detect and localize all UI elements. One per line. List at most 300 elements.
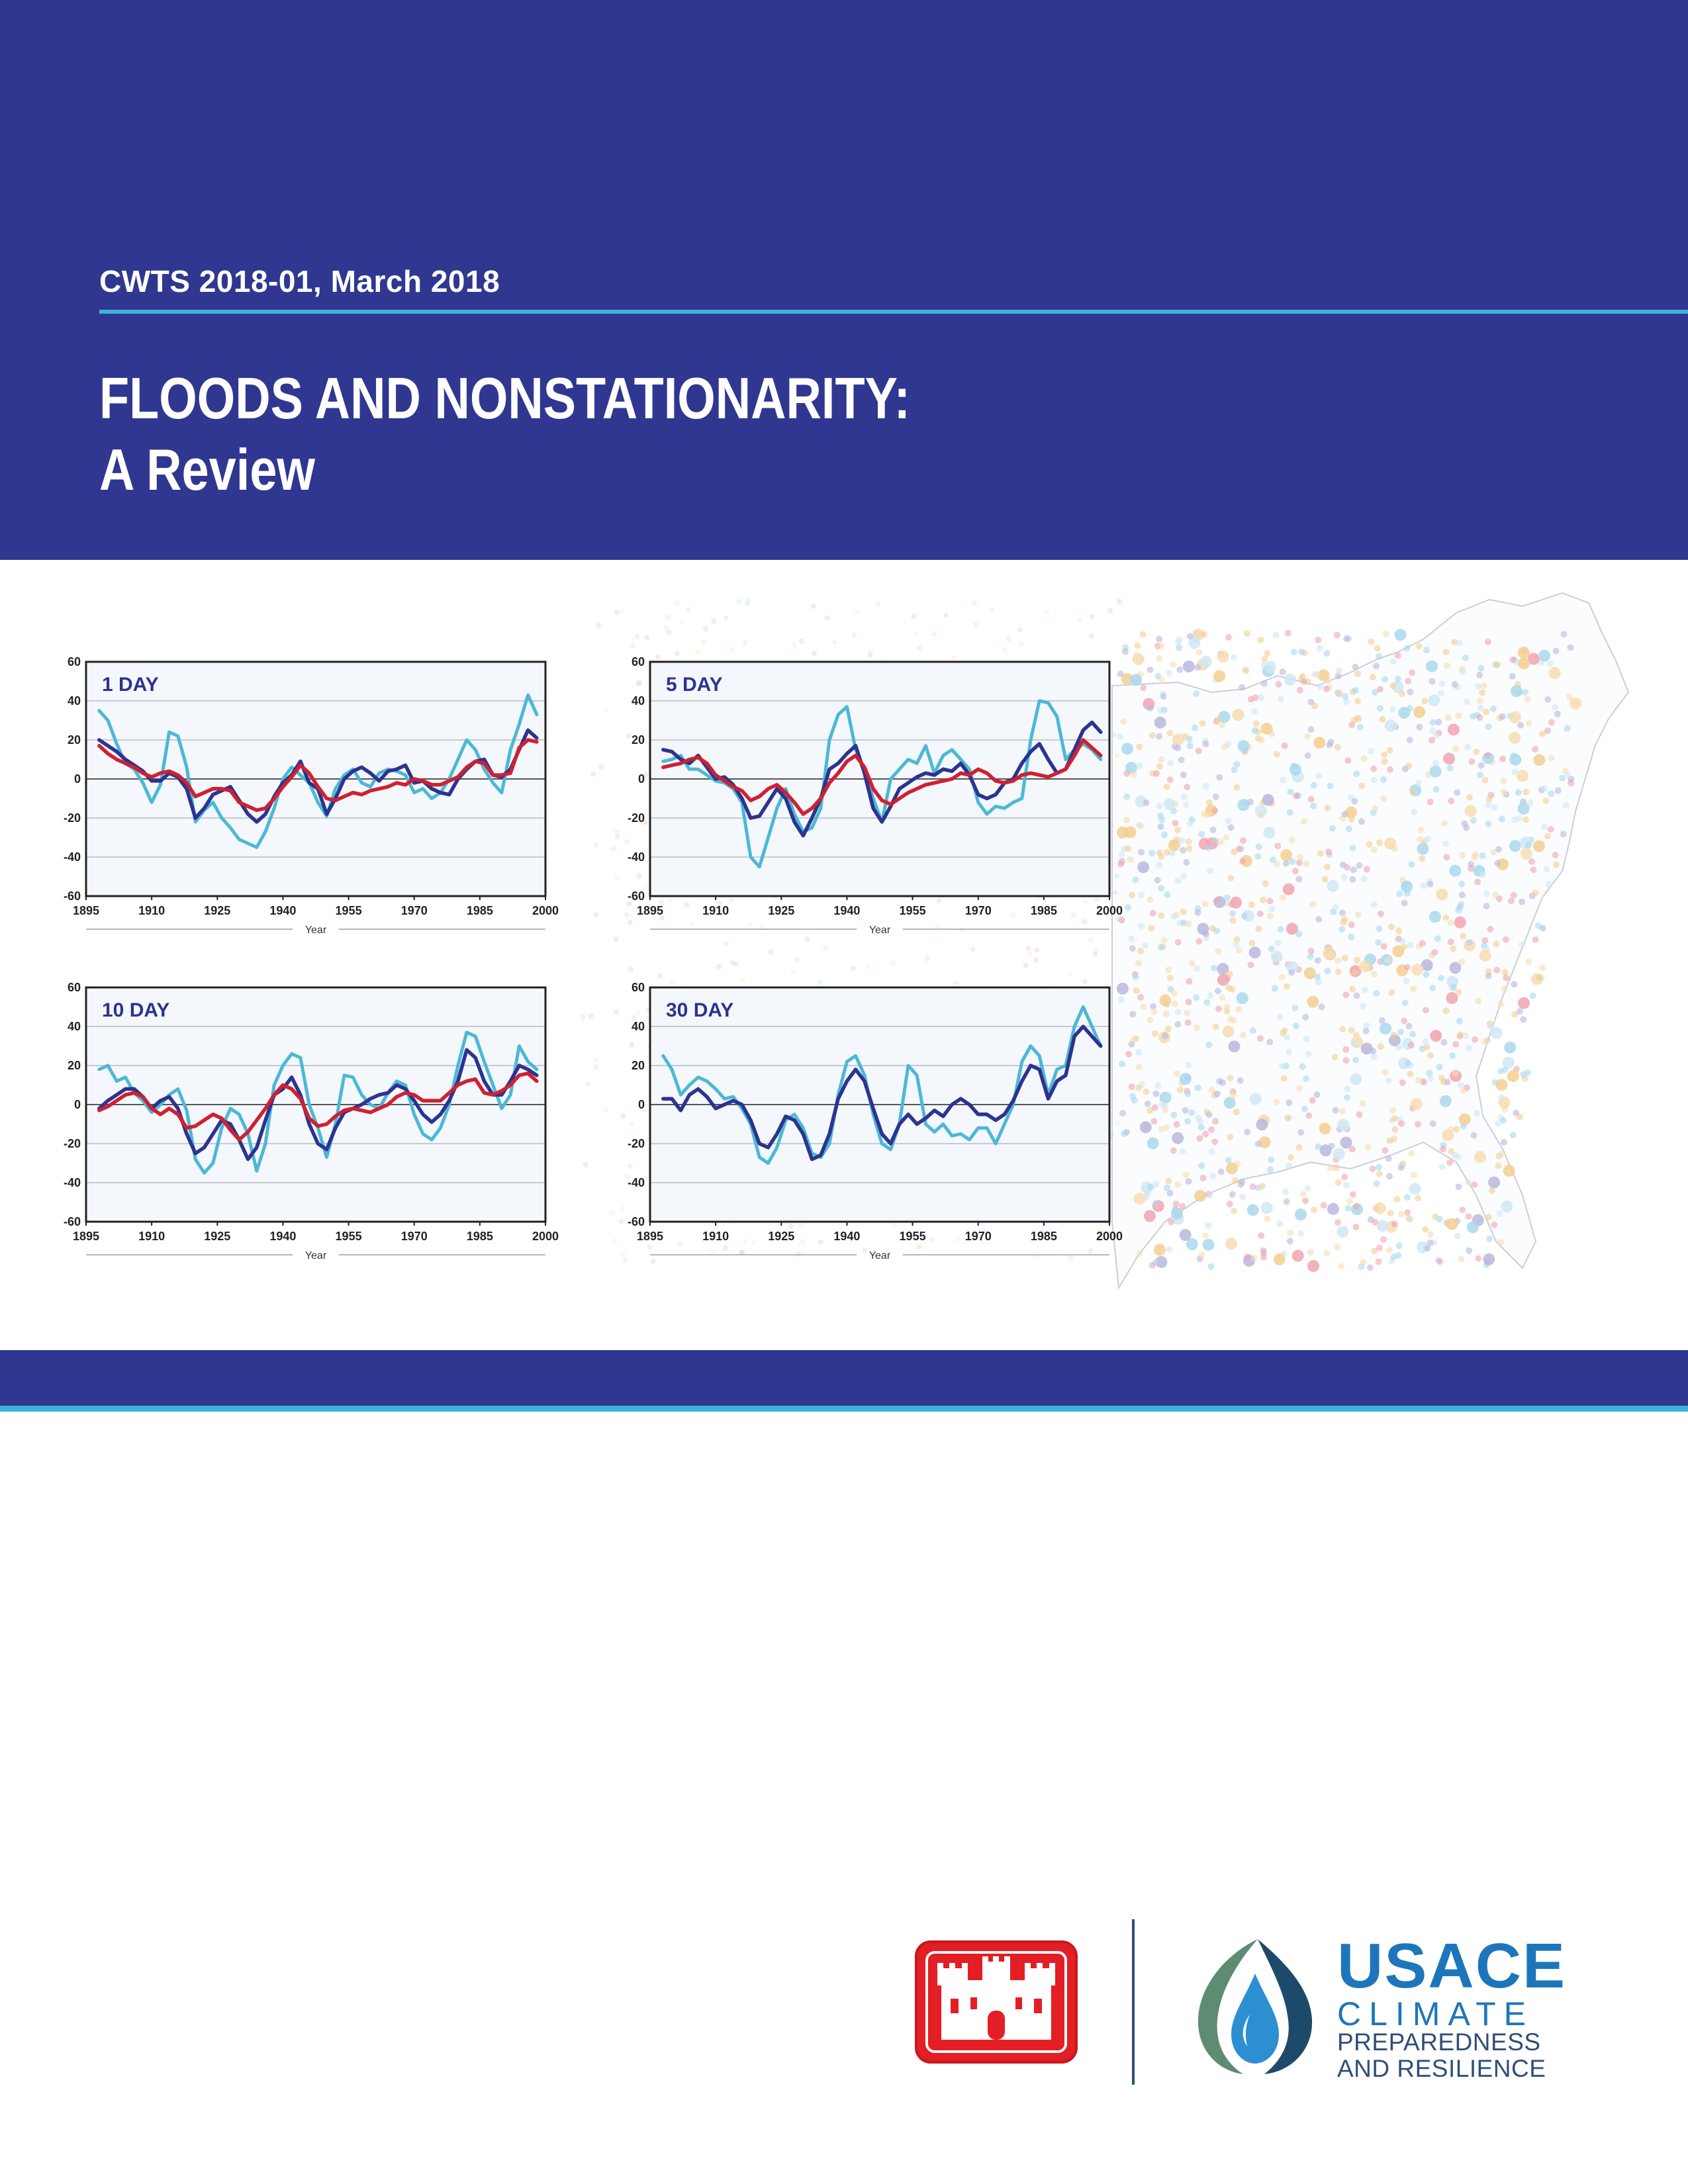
y-tick-label: 60 [67,981,81,994]
station-dot [1301,678,1307,685]
station-dot [1532,746,1538,752]
station-dot [1170,661,1176,668]
station-dot [1436,1216,1443,1222]
station-dot [1427,1052,1434,1059]
station-dot [1453,1126,1460,1133]
footer-band [0,1350,1688,1406]
station-dot [1166,1246,1172,1253]
station-dot [1125,826,1137,838]
station-dot [1501,985,1508,992]
station-dot [1196,748,1202,754]
station-dot [1468,758,1475,765]
station-dot [1300,1191,1307,1197]
usace-castle-icon [914,1939,1079,2065]
station-dot [1261,680,1268,687]
station-dot [1350,1191,1356,1198]
station-dot [1387,766,1393,773]
station-dot [1218,1168,1225,1175]
station-dot [1327,1165,1334,1171]
station-dot [1342,1046,1349,1053]
station-dot [1196,1135,1203,1142]
station-dot [1380,1023,1391,1034]
station-dot [1417,843,1429,855]
station-dot [1276,1014,1283,1021]
station-dot [1152,1105,1158,1111]
station-dot [1398,707,1410,719]
chart-label: 30 DAY [666,999,734,1021]
station-dot [1485,801,1491,808]
station-dot [1430,1120,1436,1127]
station-dot [1234,784,1241,791]
station-dot [1221,744,1228,751]
report-id: CWTS 2018-01, March 2018 [99,264,500,298]
station-dot [1198,1124,1205,1131]
station-dot [1156,636,1162,643]
x-tick-label: 1895 [72,1230,100,1243]
station-dot [1237,992,1248,1004]
station-dot [1323,650,1330,657]
station-dot [1349,876,1356,883]
station-dot [1307,954,1314,960]
station-dot [1442,841,1449,847]
station-dot [1355,715,1362,722]
station-dot-faded [943,612,949,617]
station-dot [1466,1213,1472,1220]
station-dot [1135,1049,1142,1056]
station-dot [1286,1163,1292,1169]
station-dot [1441,820,1448,827]
y-tick-label: -40 [627,1176,645,1189]
station-dot [1342,991,1349,998]
station-dot [1326,742,1333,749]
station-dot [1247,799,1254,805]
station-dot-faded [745,601,750,606]
station-dot [1133,653,1145,665]
station-dot [1234,936,1241,943]
station-dot [1243,668,1249,674]
y-tick-label: 40 [67,1020,81,1033]
station-dot [1147,896,1154,903]
station-dot [1391,1253,1397,1260]
station-dot [1186,845,1193,852]
station-dot [1383,631,1389,637]
station-dot [1449,865,1461,877]
station-dot-faded [594,842,599,848]
station-dot [1281,1075,1288,1082]
station-dot [1158,1126,1165,1132]
station-dot-faded [618,1219,624,1224]
station-dot [1417,827,1424,833]
station-dot [1274,860,1280,867]
station-dot [1183,859,1190,866]
y-tick-label: -60 [63,889,81,903]
station-dot [1170,913,1177,920]
x-tick-label: 1910 [138,1230,165,1243]
station-dot-faded [742,640,747,645]
station-dot [1239,858,1246,864]
station-dot [1507,1070,1519,1082]
station-dot [1309,901,1316,908]
station-dot [1470,1132,1477,1139]
station-dot [1504,1042,1516,1054]
station-dot [1179,1203,1186,1210]
x-tick-label: 1910 [138,904,165,917]
station-dot [1308,796,1315,803]
station-dot-faded [791,969,796,974]
station-dot [1361,1042,1373,1054]
station-dot [1508,897,1515,904]
station-dot [1180,1073,1192,1085]
station-dot [1348,921,1355,928]
station-dot [1253,721,1260,727]
station-dot [1236,947,1243,954]
station-dot [1429,737,1435,744]
station-dot [1280,668,1286,675]
station-dot [1117,670,1124,677]
station-dot [1320,1144,1332,1156]
station-dot [1298,649,1305,655]
station-dot [1279,974,1286,981]
station-dot [1350,844,1356,851]
station-dot [1538,650,1550,662]
station-dot [1339,1026,1346,1032]
station-dot [1255,1141,1262,1148]
station-dot [1117,733,1123,740]
station-dot [1510,1132,1517,1138]
station-dot [1162,1032,1168,1039]
station-dot [1382,1147,1388,1154]
station-dot [1227,824,1234,831]
station-dot [1335,958,1341,964]
station-dot [1136,1250,1143,1257]
station-dot [1566,694,1573,700]
station-dot-faded [799,639,804,644]
station-dot [1371,776,1378,783]
station-dot [1282,1027,1288,1034]
station-dot [1549,667,1561,679]
station-dot [1447,765,1454,772]
station-dot-faded [645,635,650,640]
station-dot [1187,633,1194,640]
station-dot [1532,889,1538,896]
station-dot [1353,770,1360,777]
station-dot [1407,689,1414,696]
station-dot [1167,776,1174,783]
station-dot [1137,823,1144,829]
station-dot [1361,876,1368,882]
station-dot [1332,1054,1338,1060]
station-dot [1230,917,1237,924]
x-tick-label: 1970 [400,1230,428,1243]
station-dot [1477,772,1483,778]
station-dot [1233,1109,1240,1115]
station-dot [1386,1173,1393,1179]
station-dot-faded [970,946,976,952]
station-dot [1283,884,1295,895]
x-axis-label: Year [305,925,327,936]
station-dot [1183,1171,1190,1178]
station-dot [1231,655,1237,661]
station-dot [1174,827,1181,833]
x-axis-label: Year [868,925,891,936]
station-dot [1481,937,1488,944]
station-dot [1339,909,1346,916]
station-dot [1337,1119,1349,1131]
station-dot [1171,990,1178,997]
station-dot-faded [593,913,598,918]
station-dot [1180,772,1187,778]
station-dot [1135,1085,1142,1091]
station-dot [1123,770,1130,777]
station-dot-faded [1026,946,1031,951]
station-dot [1258,1232,1264,1239]
station-dot [1256,844,1262,850]
station-dot [1495,1079,1507,1091]
station-dot [1511,981,1517,987]
station-dot [1398,1210,1405,1217]
station-dot [1247,1204,1259,1216]
station-dot [1377,1220,1389,1232]
station-dot [1389,706,1396,713]
x-axis-label: Year [868,1250,891,1261]
station-dot [1179,1148,1186,1155]
station-dot [1371,901,1378,908]
station-dot [1278,926,1284,933]
station-dot [1313,671,1320,678]
station-dot-faded [593,1064,598,1069]
station-dot [1417,836,1423,842]
station-dot [1196,938,1202,944]
station-dot [1436,889,1448,901]
station-dot [1440,1146,1446,1152]
station-dot [1352,1057,1359,1064]
station-dot [1440,1039,1447,1046]
station-dot [1211,965,1217,972]
station-dot [1445,714,1452,721]
station-dot [1530,866,1537,873]
station-dot [1423,647,1430,653]
station-dot [1211,1138,1218,1145]
usace-climate-wordmark [1337,1931,1567,2082]
station-dot [1493,940,1499,947]
chart-svg-2 [63,978,559,1263]
station-dot [1424,1245,1430,1251]
chart-30-day [627,978,1123,1266]
station-dot [1227,1201,1233,1207]
station-dot [1376,1171,1383,1177]
station-dot [1533,841,1545,852]
station-dot [1176,645,1182,651]
station-dot [1387,747,1393,754]
station-dot-faded [794,958,800,963]
station-dot-faded [604,707,609,713]
station-dot [1180,919,1187,926]
station-dot [1287,1230,1293,1236]
station-dot [1250,1093,1262,1105]
station-dot [1494,860,1501,866]
station-dot [1180,873,1187,880]
station-dot [1340,919,1346,926]
station-dot [1260,1248,1266,1254]
station-dot [1435,719,1442,725]
station-dot [1250,1027,1256,1034]
station-dot [1287,789,1293,796]
station-dot [1249,946,1261,958]
station-dot [1132,876,1139,883]
station-dot [1187,821,1194,827]
station-dot [1194,1024,1200,1031]
station-dot [1427,881,1434,887]
station-dot [1285,630,1291,637]
station-dot [1200,1175,1207,1181]
station-dot [1135,960,1142,966]
station-dot [1429,678,1435,685]
station-dot [1205,844,1211,851]
station-dot [1177,1087,1184,1093]
chart-1-day [63,653,559,940]
x-tick-label: 1985 [466,904,493,917]
station-dot [1425,836,1431,842]
station-dot [1380,776,1387,783]
station-dot [1195,1115,1201,1121]
station-dot [1227,1075,1234,1081]
y-tick-label: 40 [631,1020,645,1033]
station-dot [1225,985,1232,991]
station-dot [1156,733,1162,740]
station-dot [1464,743,1471,750]
station-dot [1180,847,1186,854]
station-dot [1448,919,1454,926]
x-tick-label: 1910 [702,904,729,917]
station-dot [1349,985,1356,992]
station-dot-faded [630,643,635,648]
station-dot [1154,717,1166,729]
station-dot [1396,1242,1403,1249]
station-dot [1255,926,1262,933]
station-dot [1158,885,1164,891]
station-dot [1509,673,1516,680]
station-dot [1296,1085,1303,1092]
station-dot-faded [811,604,816,609]
station-dot [1334,1244,1340,1250]
station-dot [1136,1064,1143,1071]
chart-svg-1 [627,653,1123,937]
station-dot [1380,796,1387,802]
station-dot [1305,752,1311,759]
station-dot [1125,845,1131,852]
station-dot [1497,1210,1503,1217]
station-dot [1236,846,1243,852]
x-tick-label: 1925 [204,904,231,917]
station-dot [1404,1194,1411,1201]
station-dot [1490,705,1497,712]
station-dot [1172,734,1184,746]
station-dot [1153,770,1160,777]
station-dot-faded [724,941,729,946]
station-dot [1391,1220,1398,1227]
station-dot [1231,1017,1237,1024]
station-dot [1370,1165,1376,1172]
station-dot [1138,891,1145,898]
station-dot [1119,917,1125,923]
station-dot [1150,910,1156,917]
station-dot [1397,1028,1404,1035]
station-dot [1524,696,1531,702]
station-dot [1455,1154,1462,1160]
station-dot [1483,891,1490,897]
station-dot [1182,1107,1189,1114]
station-dot [1358,818,1365,825]
station-dot [1231,1208,1237,1214]
station-dot [1296,1144,1303,1151]
station-dot [1236,1006,1243,1013]
station-dot [1212,1118,1219,1124]
station-dot-faded [612,1238,617,1244]
station-dot [1446,1218,1458,1230]
station-dot [1456,1018,1463,1024]
station-dot [1376,1258,1382,1265]
station-dot [1511,817,1518,823]
station-dot [1205,1222,1211,1229]
station-dot [1210,1173,1217,1179]
station-dot [1356,1111,1363,1118]
station-dot [1411,809,1418,815]
station-dot-faded [628,967,633,972]
station-dot-faded [619,608,624,613]
station-dot-faded [614,1009,619,1015]
station-dot [1251,1255,1258,1261]
station-dot [1208,1126,1215,1133]
station-dot [1355,911,1362,918]
station-dot [1286,1099,1292,1106]
station-dot [1523,789,1529,796]
station-dot [1413,706,1425,718]
station-dot [1257,1035,1264,1042]
station-dot [1358,783,1365,790]
y-tick-label: -40 [63,1176,81,1189]
station-dot-faded [823,946,828,951]
station-dot [1382,676,1388,683]
station-dot [1276,681,1282,688]
station-dot-faded [614,876,620,881]
station-dot [1315,957,1321,964]
station-dot [1336,1226,1348,1238]
station-dot [1232,709,1244,721]
station-dot [1311,1206,1317,1213]
station-dot [1333,1148,1345,1160]
station-dot [1167,730,1174,737]
station-dot [1497,1239,1504,1246]
station-dot [1288,970,1295,976]
station-dot [1458,1256,1465,1263]
station-dot-faded [634,634,639,639]
station-dot [1251,727,1258,734]
station-dot [1129,1011,1136,1017]
station-dot [1548,754,1555,761]
station-dot [1376,653,1382,660]
station-dot [1339,1108,1346,1115]
station-dot [1186,978,1192,985]
y-tick-label: -20 [627,811,645,825]
station-dot [1407,1071,1414,1077]
station-dot-faded [1121,1111,1126,1116]
station-dot [1305,1113,1312,1119]
station-dot [1333,1165,1339,1171]
wordmark-resilience: AND RESILIENCE [1337,2055,1546,2082]
station-dot [1459,891,1466,898]
station-dot [1377,705,1383,711]
station-dot [1548,790,1554,797]
